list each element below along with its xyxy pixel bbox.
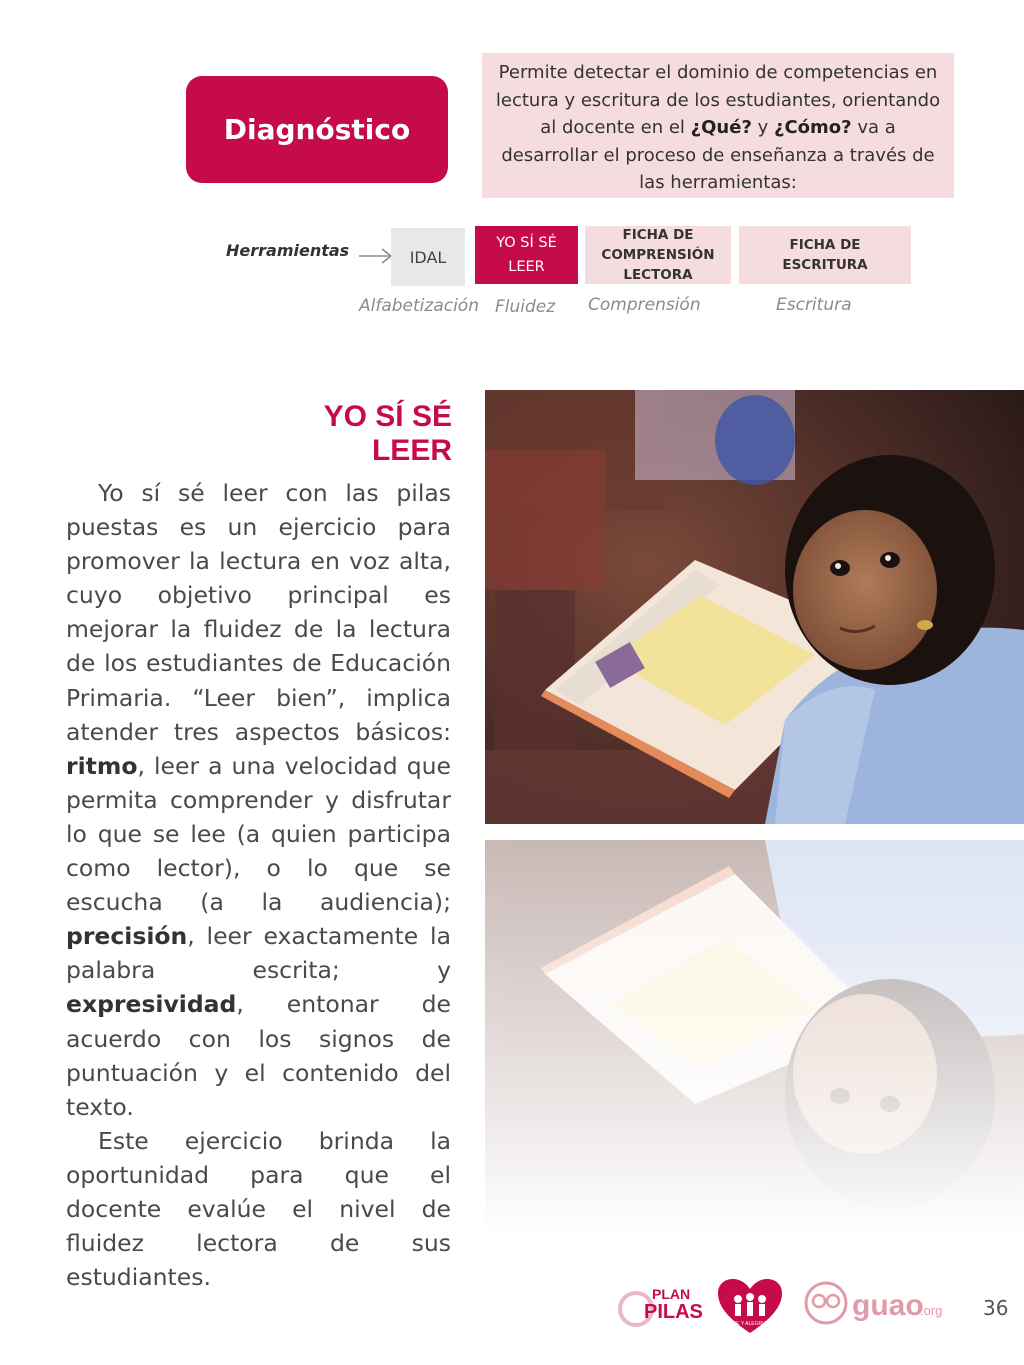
guao-label: guao <box>852 1289 924 1322</box>
p1-bold-ritmo: ritmo <box>66 751 138 780</box>
section-title: YO SÍ SÉ LEER <box>323 400 452 467</box>
photo-reflection <box>485 840 1024 1235</box>
category-comprension: Comprensión <box>588 295 701 315</box>
tool-ficha-comprension <box>585 226 731 284</box>
description-q1: ¿Qué? <box>690 117 752 138</box>
tool-escr-line1: FICHA DE <box>789 237 861 253</box>
category-fluidez: Fluidez <box>495 297 556 317</box>
tool-idal-label: IDAL <box>409 247 447 267</box>
photo-reflection-illustration <box>485 840 1024 1235</box>
guao-suffix: .org <box>920 1303 943 1318</box>
p1-bold-expresividad: expresividad <box>66 990 237 1019</box>
tool-comp-line3: LECTORA <box>623 267 693 283</box>
tool-idal <box>391 228 465 286</box>
description-q2: ¿Cómo? <box>774 117 852 138</box>
p1-text-a: Yo sí sé leer con las pilas puestas es un ejercicio para promover la lectura en voz alta, cuyo objetivo principal es mejorar la fluidez de la lectura de los estudiantes de Educación Primaria. “Leer bien”, implica atender tres aspectos básicos: <box>66 479 451 746</box>
pilas-label: PILAS <box>644 1301 703 1323</box>
herramientas-label: Herramientas <box>226 241 350 260</box>
p1-text-d: , leer exactamente la palabra escrita; y <box>66 922 451 985</box>
description-box <box>482 53 954 198</box>
category-alfabetizacion: Alfabetización <box>359 296 479 316</box>
tool-comp-line1: FICHA DE <box>622 227 694 243</box>
footer-logos <box>618 1275 988 1335</box>
photo-illustration <box>485 390 1024 824</box>
plan-label: PLAN <box>652 1286 691 1302</box>
tool-yosi-line1: YO SÍ SÉ <box>496 235 557 251</box>
tool-yosi-line2: LEER <box>508 259 545 275</box>
tool-escr-line2: ESCRITURA <box>782 257 868 273</box>
description-text-1: Permite detectar el dominio de competencias en lectura y escritura de los estudiantes, orientando al docente en el <box>495 62 941 138</box>
paragraph-1 <box>66 476 451 1124</box>
p1-text-c: , leer a una velocidad que permita comprender y disfrutar lo que se lee (a quien participa como lector), o lo que se escucha (a la audiencia); <box>66 751 451 917</box>
plan-pilas-logo <box>620 1286 703 1325</box>
description-text-2: va a desarrollar el proceso de enseñanza a través de las herramientas: <box>501 117 935 193</box>
diagnostico-label: Diagnóstico <box>223 113 411 146</box>
fe-y-alegria-heart-logo <box>718 1279 782 1333</box>
page-number: 36 <box>983 1296 1009 1320</box>
tool-comp-line2: COMPRENSIÓN <box>601 247 715 263</box>
tool-yo-si-se-leer <box>475 226 578 284</box>
arrow-right-icon <box>358 246 394 266</box>
tool-ficha-escritura <box>739 226 911 284</box>
p1-bold-precision: precisión <box>66 922 188 951</box>
p1-text-e: , entonar de acuerdo con los signos de puntuación y el contenido del texto. <box>66 990 451 1121</box>
paragraph-2: Este ejercicio brinda la oportunidad para que el docente evalúe el nivel de fluidez lectora de sus estudiantes. <box>66 1126 451 1292</box>
description-mid: y <box>751 117 774 138</box>
guao-logo <box>806 1283 942 1323</box>
photo-child-reading <box>485 390 1024 824</box>
diagnostico-badge <box>186 76 448 183</box>
fe-y-alegria-label: FE Y ALEGRIA <box>733 1321 767 1327</box>
category-escritura: Escritura <box>776 295 852 315</box>
body-text <box>66 476 451 1294</box>
